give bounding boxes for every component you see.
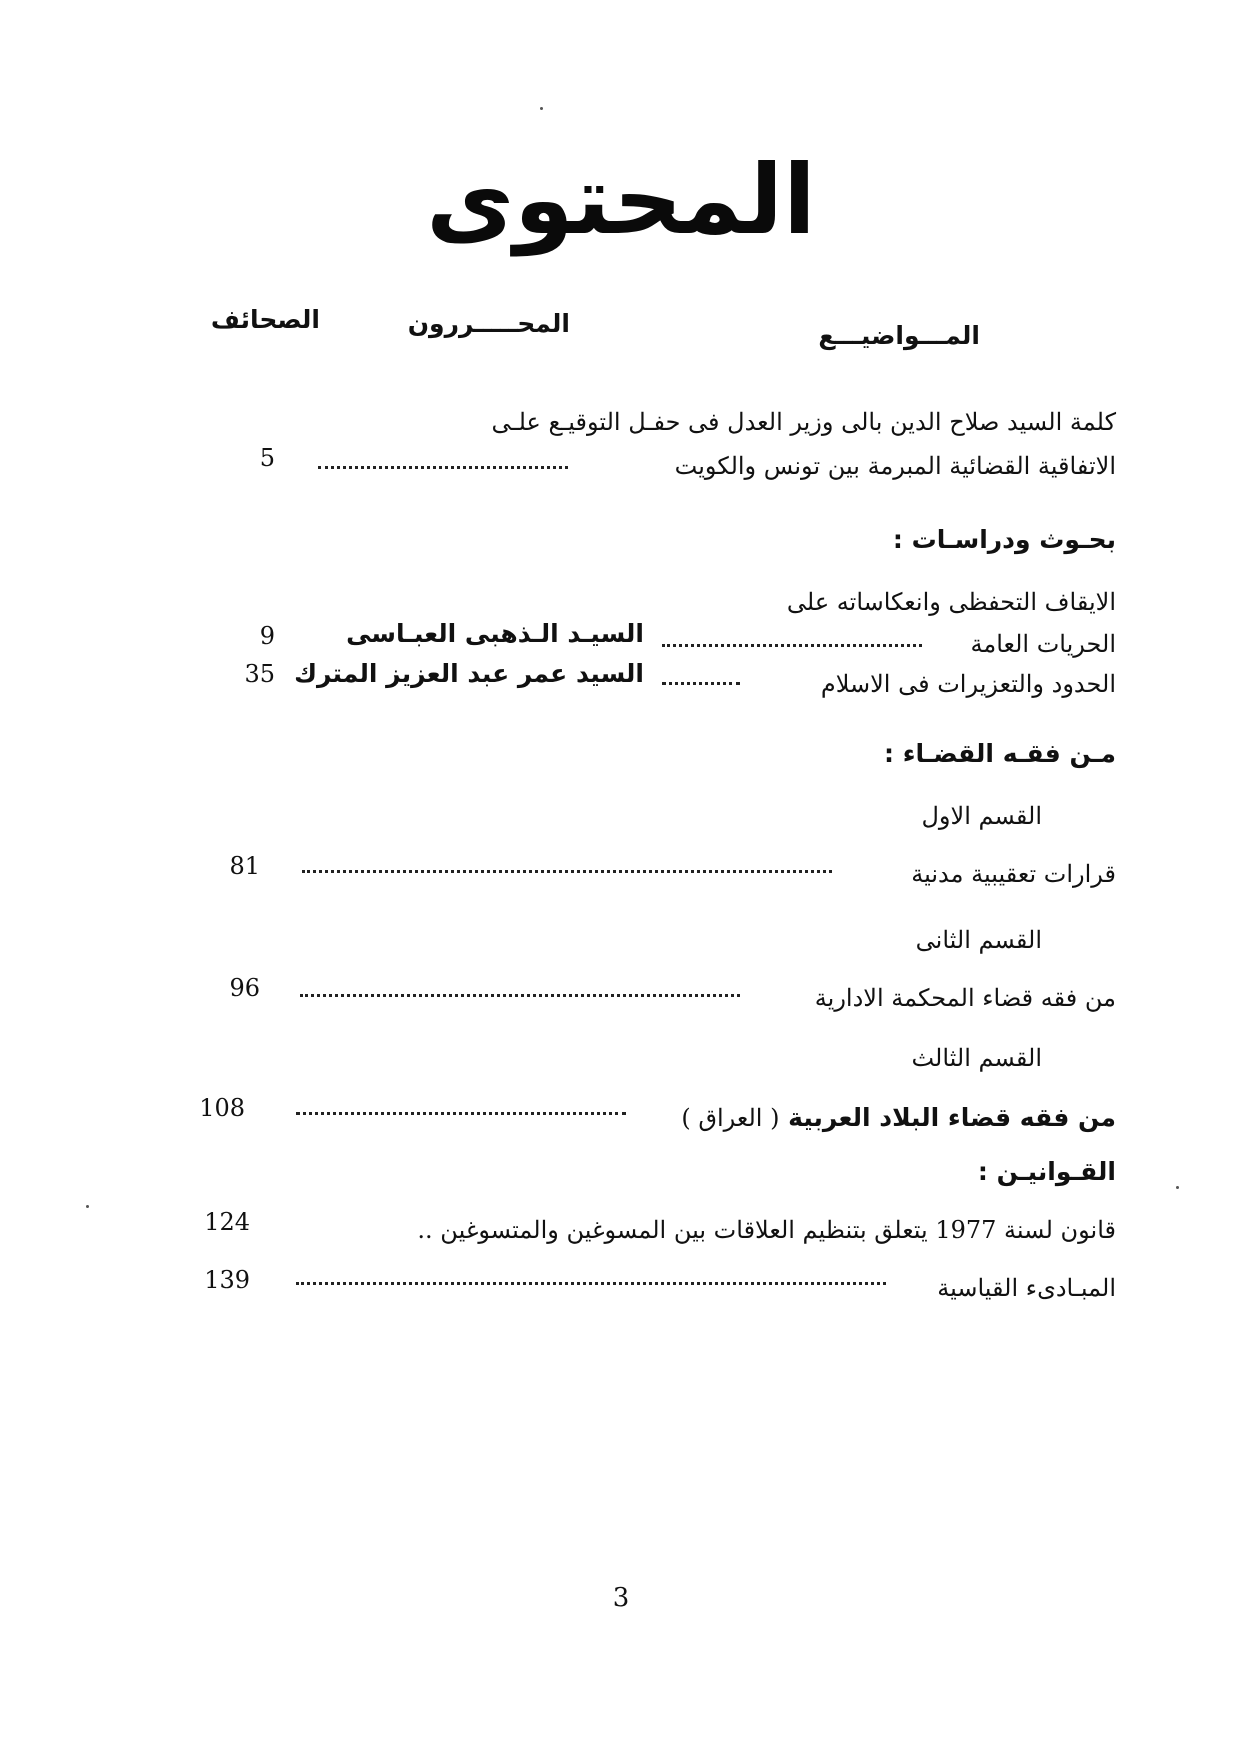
laws-item-1: قانون لسنة 1977 يتعلق بتنظيم العلاقات بين المسوغين والمتسوغين .. <box>417 1216 1116 1244</box>
research-item2-title: الحدود والتعزيرات فى الاسلام <box>820 670 1116 698</box>
scan-speck <box>540 107 543 110</box>
column-header-pages: الصحائف <box>210 305 320 334</box>
page-ref-jurisprudence-2: 96 <box>229 974 260 1002</box>
leader-dots <box>662 642 922 647</box>
leader-dots <box>300 992 740 997</box>
jurisprudence-item-1: قرارات تعقيبية مدنية <box>911 860 1116 888</box>
jurisprudence-item-2: من فقه قضاء المحكمة الادارية <box>814 984 1116 1012</box>
section-heading-jurisprudence: مـن فقـه القضـاء : <box>884 739 1116 768</box>
jurisprudence-item-3-country: ( العراق ) <box>681 1104 780 1132</box>
leader-dots <box>296 1110 626 1115</box>
page-ref-laws-2: 139 <box>204 1266 250 1294</box>
page-ref-jurisprudence-1: 81 <box>229 852 260 880</box>
intro-line-1: كلمة السيد صلاح الدين بالى وزير العدل فى حفـل التوقيـع علـى <box>491 408 1116 436</box>
intro-line-2: الاتفاقية القضائية المبرمة بين تونس والكويت <box>674 452 1116 480</box>
page-ref-research-item2: 35 <box>244 660 275 688</box>
research-item1-line2: الحريات العامة <box>970 630 1116 658</box>
subsection-label-3: القسم الثالث <box>911 1044 1042 1072</box>
jurisprudence-item-3 <box>681 1100 1116 1136</box>
research-item2-author: السيد عمر عبد العزيز المترك <box>294 659 644 688</box>
page-title: المحتوى <box>426 144 816 256</box>
leader-dots <box>662 680 740 685</box>
scan-speck <box>86 1205 89 1208</box>
page-ref-jurisprudence-3: 108 <box>199 1094 245 1122</box>
section-heading-laws: القـوانيـن : <box>977 1157 1116 1186</box>
page-number: 3 <box>612 1583 630 1613</box>
subsection-label-1: القسم الاول <box>921 802 1042 830</box>
column-header-editors: المحـــــررون <box>407 309 570 338</box>
subsection-label-2: القسم الثانى <box>915 926 1042 954</box>
page-ref-research-item1: 9 <box>259 622 275 650</box>
column-header-topics: المـــواضيـــع <box>818 321 980 350</box>
research-item1-line1: الايقاف التحفظى وانعكاساته على <box>786 588 1116 616</box>
section-heading-research: بحـوث ودراسـات : <box>892 525 1116 554</box>
jurisprudence-item-3-title: من فقه قضاء البلاد العربية <box>788 1103 1116 1132</box>
leader-dots <box>318 464 568 469</box>
page-ref-intro: 5 <box>259 444 275 472</box>
leader-dots <box>302 868 832 873</box>
scan-speck <box>1176 1186 1179 1189</box>
research-item1-author: السيـد الـذهبى العبـاسى <box>346 619 644 648</box>
laws-item-2: المبـادىء القياسية <box>937 1274 1116 1302</box>
page-ref-laws-1: 124 <box>204 1208 250 1236</box>
leader-dots <box>296 1280 886 1285</box>
